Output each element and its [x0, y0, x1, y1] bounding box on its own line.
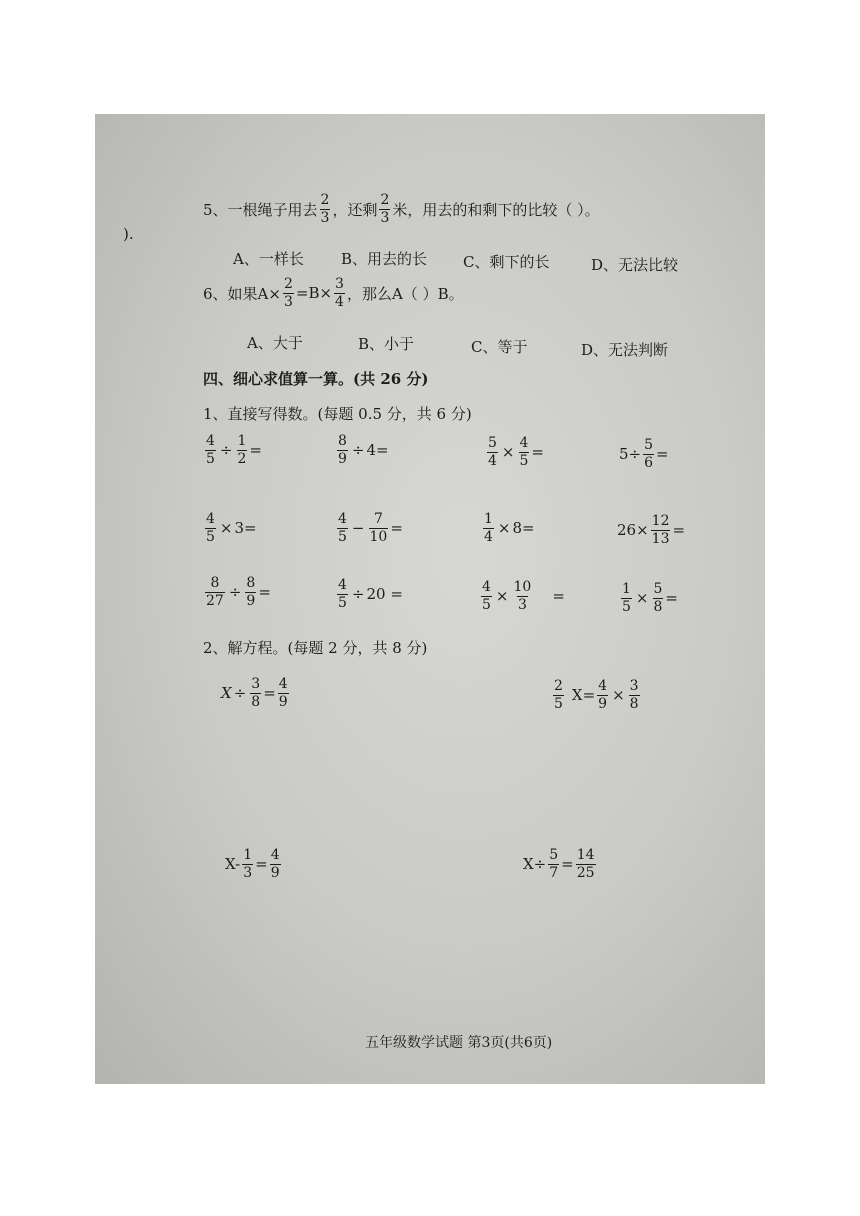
calc-7: $\frac{1}{4}$ × 8= [484, 511, 535, 545]
equation-4: X÷ $\frac{5}{7}$ = $\frac{14}{25}$ [523, 847, 595, 881]
q6-part-3: ，那么A（ ）B。 [346, 284, 464, 303]
section-4-title: 四、细心求值算一算。(共 26 分) [203, 370, 429, 388]
q6-fraction-2: $\frac{3}{4}$ [335, 276, 344, 310]
q5-suffix: 米，用去的和剩下的比较（ ）。 [392, 200, 600, 219]
calc-2: $\frac{8}{9}$ ÷ 4= [338, 433, 389, 467]
q6-option-d: D、无法判断 [581, 341, 669, 359]
q5-option-c: C、剩下的长 [463, 253, 550, 271]
q5-mid: ，还剩 [332, 200, 378, 219]
question-5 [203, 193, 600, 225]
equation-3: X- $\frac{1}{3}$ = $\frac{4}{9}$ [225, 847, 280, 881]
calc-3: $\frac{5}{4}$ × $\frac{4}{5}$ = [488, 435, 544, 469]
q6-part-1: 6、如果A× [203, 284, 281, 303]
part-2-title: 2、解方程。(每题 2 分，共 8 分) [203, 639, 428, 657]
calc-12: $\frac{1}{5}$ × $\frac{5}{8}$ = [622, 581, 678, 615]
calc-11: $\frac{4}{5}$ × $\frac{10}{3}$ = [482, 579, 565, 613]
stray-mark: ). [123, 225, 134, 243]
q5-option-b: B、用去的长 [341, 250, 428, 268]
calc-9: $\frac{8}{27}$ ÷ $\frac{8}{9}$ = [206, 575, 271, 609]
q6-part-2: =B× [295, 284, 333, 303]
q6-option-a: A、大于 [247, 334, 303, 352]
part-1-title: 1、直接写得数。(每题 0.5 分，共 6 分) [203, 405, 472, 423]
q5-option-a: A、一样长 [233, 250, 304, 268]
q5-option-d: D、无法比较 [591, 256, 679, 274]
question-6 [203, 277, 464, 309]
calc-4: 5÷ $\frac{5}{6}$ = [619, 437, 669, 471]
calc-6: $\frac{4}{5}$ − $\frac{7}{10}$ = [338, 511, 403, 545]
q6-fraction-1: $\frac{2}{3}$ [283, 276, 293, 310]
equation-1: X ÷ $\frac{3}{8}$ = $\frac{4}{9}$ [221, 676, 288, 710]
calc-10: $\frac{4}{5}$ ÷ 20 = [338, 577, 403, 611]
calc-5: $\frac{4}{5}$ × 3= [206, 511, 257, 545]
exam-page [95, 114, 765, 1084]
q5-fraction-1: $\frac{2}{3}$ [320, 192, 330, 226]
calc-8: 26× $\frac{12}{13}$ = [617, 513, 686, 547]
q6-option-b: B、小于 [358, 335, 415, 353]
q5-prefix: 5、一根绳子用去 [203, 200, 318, 219]
page-footer: 五年级数学试题 第3页(共6页) [365, 1035, 553, 1051]
q6-option-c: C、等于 [471, 338, 528, 356]
q5-fraction-2: $\frac{2}{3}$ [380, 192, 390, 226]
calc-1: $\frac{4}{5}$ ÷ $\frac{1}{2}$ = [206, 433, 262, 467]
equation-2: $\frac{2}{5}$ X= $\frac{4}{9}$ × $\frac{3}{8}$ [554, 678, 639, 712]
